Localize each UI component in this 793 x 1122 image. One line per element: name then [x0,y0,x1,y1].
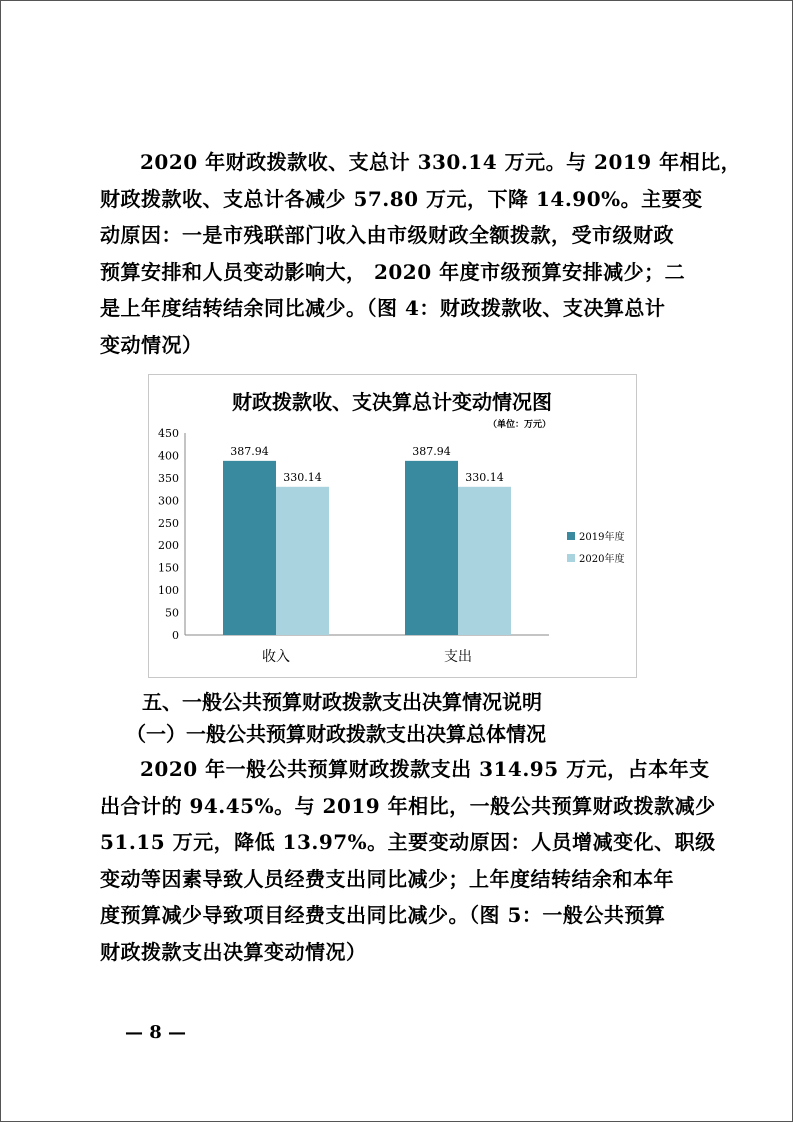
paragraph-2 [100,751,716,971]
paragraph-line: 是上年度结转结余同比减少。（图 4：财政拨款收、支决算总计 [100,296,666,321]
paragraph-line: 度预算减少导致项目经费支出同比减少。（图 5：一般公共预算 [100,903,666,928]
chart-title: 财政拨款收、支决算总计变动情况图 [232,390,552,414]
paragraph-line: 51.15 万元，降低 13.97%。主要变动原因：人员增减变化、职级 [100,830,716,855]
paragraph-1 [100,144,742,364]
bar [405,461,458,635]
y-tick-label: 450 [158,427,179,440]
paragraph-line: 变动情况） [100,332,203,357]
legend-swatch [567,532,575,540]
y-tick-label: 0 [172,629,179,642]
paragraph-line: 财政拨款收、支总计各减少 57.80 万元，下降 14.90%。主要变 [100,186,703,211]
y-tick-label: 50 [165,606,179,620]
bar-chart-figure-4 [148,374,637,678]
bar [458,487,511,635]
bar-data-label: 387.94 [230,444,269,458]
legend-swatch [567,554,575,562]
bar [276,487,329,635]
legend-label: 2020年度 [579,554,625,565]
paragraph-line: 变动等因素导致人员经费支出同比减少；上年度结转结余和本年 [100,866,674,891]
y-tick-label: 250 [158,516,179,530]
plot-area [158,427,549,665]
bar [223,461,276,635]
y-tick-label: 100 [158,584,179,598]
paragraph-line: 2020 年一般公共预算财政拨款支出 314.95 万元，占本年支 [140,757,710,781]
paragraph-line: 预算安排和人员变动影响大， 2020 年度市级预算安排减少；二 [100,259,686,284]
y-tick-label: 400 [158,449,179,463]
page-number: — 8 — [125,1022,187,1043]
y-tick-label: 200 [158,539,179,553]
section-5-1-heading: （一）一般公共预算财政拨款支出决算总体情况 [126,722,546,746]
legend-label: 2019年度 [579,532,625,543]
x-category-label: 支出 [444,649,472,665]
y-tick-label: 350 [158,471,179,485]
y-tick-label: 300 [158,494,179,508]
section-5-heading: 五、一般公共预算财政拨款支出决算情况说明 [142,690,542,714]
y-tick-label: 150 [158,561,179,575]
x-category-label: 收入 [262,649,290,665]
paragraph-line: 2020 年财政拨款收、支总计 330.14 万元。与 2019 年相比， [140,150,742,174]
chart-legend [567,530,624,565]
bar-data-label: 330.14 [465,470,504,484]
paragraph-line: 出合计的 94.45%。与 2019 年相比，一般公共预算财政拨款减少 [100,793,716,818]
chart-svg [149,375,636,677]
bar-data-label: 387.94 [412,444,451,458]
bar-data-label: 330.14 [283,470,322,484]
paragraph-line: 动原因：一是市残联部门收入由市级财政全额拨款，受市级财政 [100,223,674,248]
paragraph-line: 财政拨款支出决算变动情况） [100,939,367,964]
chart-unit-note: （单位：万元） [487,420,551,430]
